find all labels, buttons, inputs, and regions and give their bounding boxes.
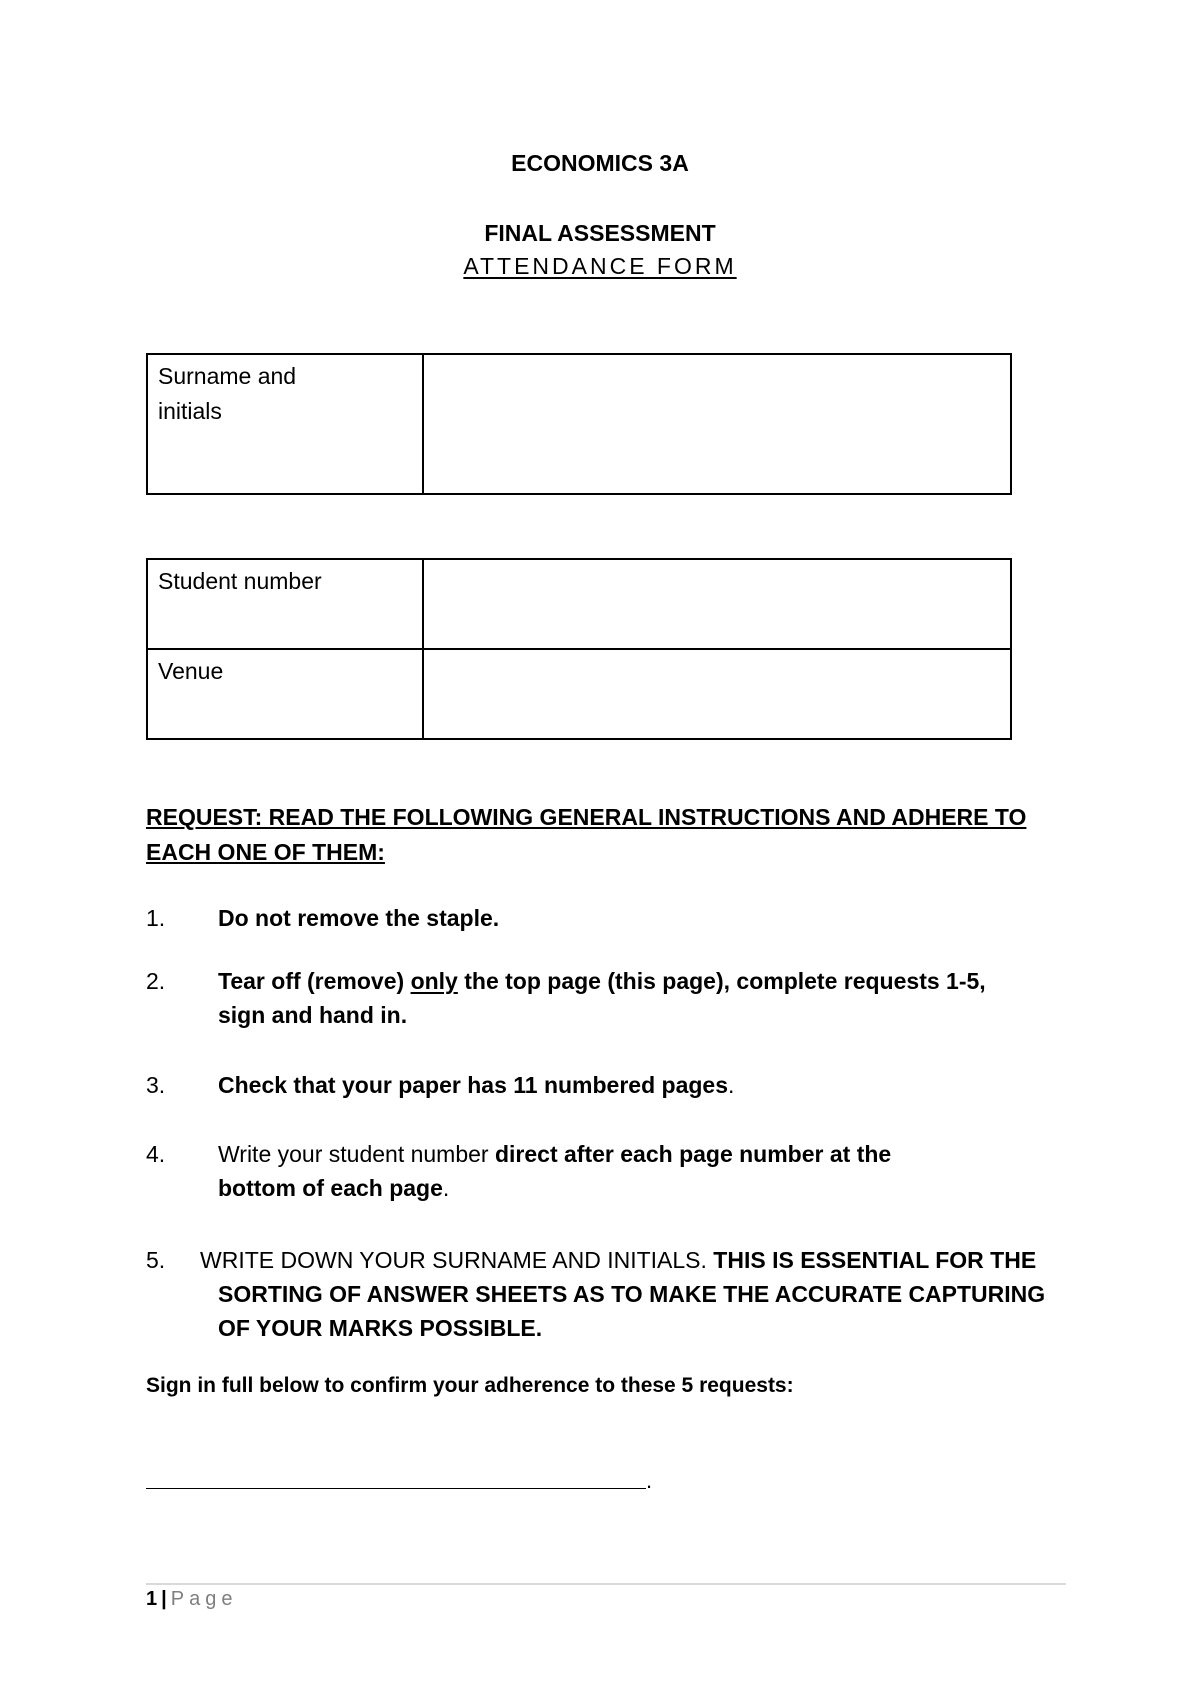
item-text-part: bottom of each page (218, 1175, 443, 1201)
item-text (218, 1068, 1066, 1102)
item-text-part: Write your student number (218, 1141, 495, 1167)
venue-field[interactable] (423, 649, 1011, 739)
instruction-item-2 (146, 964, 1066, 1032)
assessment-title: FINAL ASSESSMENT (484, 220, 716, 246)
instruction-item-1 (146, 901, 1066, 935)
item-number: 5. (146, 1247, 166, 1273)
item-text-part: the top page (this page), complete requests 1-5, (457, 968, 986, 994)
item-number: 1. (146, 905, 166, 931)
page-word: Page (170, 1588, 238, 1610)
item-text-part: OF YOUR MARKS POSSIBLE. (218, 1315, 543, 1341)
item-text: Do not remove the staple. (218, 905, 500, 931)
venue-label: Venue (147, 649, 423, 739)
item-text-part: direct after each page number at the (494, 1141, 892, 1167)
surname-label (147, 354, 423, 494)
student-info-table (146, 558, 1012, 740)
item-text-part: WRITE DOWN YOUR SURNAME AND INITIALS. (200, 1247, 714, 1273)
instructions-heading (146, 800, 1066, 870)
item-number: 3. (146, 1072, 166, 1098)
item-text-part: sign and hand in. (218, 1002, 408, 1028)
item-text (218, 964, 1066, 1032)
footer-separator: | (161, 1588, 167, 1610)
item-number: 2. (146, 968, 166, 994)
course-title: ECONOMICS 3A (511, 150, 689, 176)
page-footer (146, 1588, 237, 1611)
student-number-row (147, 559, 1011, 649)
footer-divider (146, 1583, 1066, 1585)
item-text-emphasis: only (410, 968, 458, 994)
item-text-part: . (728, 1072, 735, 1098)
student-number-label: Student number (147, 559, 423, 649)
surname-label-line2: initials (158, 398, 222, 424)
form-title-text: ATTENDANCE FORM (463, 253, 737, 279)
signature-line-end: . (646, 1468, 653, 1493)
instructions-heading-line1: REQUEST: READ THE FOLLOWING GENERAL INSTRUCTIONS AND ADHERE TO (146, 804, 1027, 830)
instruction-item-3 (146, 1068, 1066, 1102)
signature-prompt: Sign in full below to confirm your adherence to these 5 requests: (146, 1374, 794, 1397)
item-text (218, 1137, 1066, 1205)
signature-line[interactable] (146, 1488, 646, 1489)
item-number: 4. (146, 1141, 166, 1167)
item-text-part: SORTING OF ANSWER SHEETS AS TO MAKE THE ACCURATE CAPTURING (218, 1281, 1046, 1307)
item-text-part: Check that your paper has 11 numbered pages (218, 1072, 728, 1098)
item-text-part: . (442, 1175, 450, 1201)
surname-label-line1: Surname and (158, 363, 297, 389)
student-number-field[interactable] (423, 559, 1011, 649)
item-text-part: THIS IS ESSENTIAL FOR THE (713, 1247, 1037, 1273)
instructions-heading-line2: EACH ONE OF THEM: (146, 839, 385, 865)
item-text-part: Tear off (remove) (218, 968, 411, 994)
form-title (0, 253, 1200, 280)
instruction-item-4 (146, 1137, 1066, 1205)
page-number: 1 (146, 1588, 158, 1610)
surname-table (146, 353, 1012, 495)
surname-row (147, 354, 1011, 494)
instruction-item-5 (146, 1243, 1066, 1345)
surname-field[interactable] (423, 354, 1011, 494)
venue-row (147, 649, 1011, 739)
item-text (146, 1243, 1066, 1345)
